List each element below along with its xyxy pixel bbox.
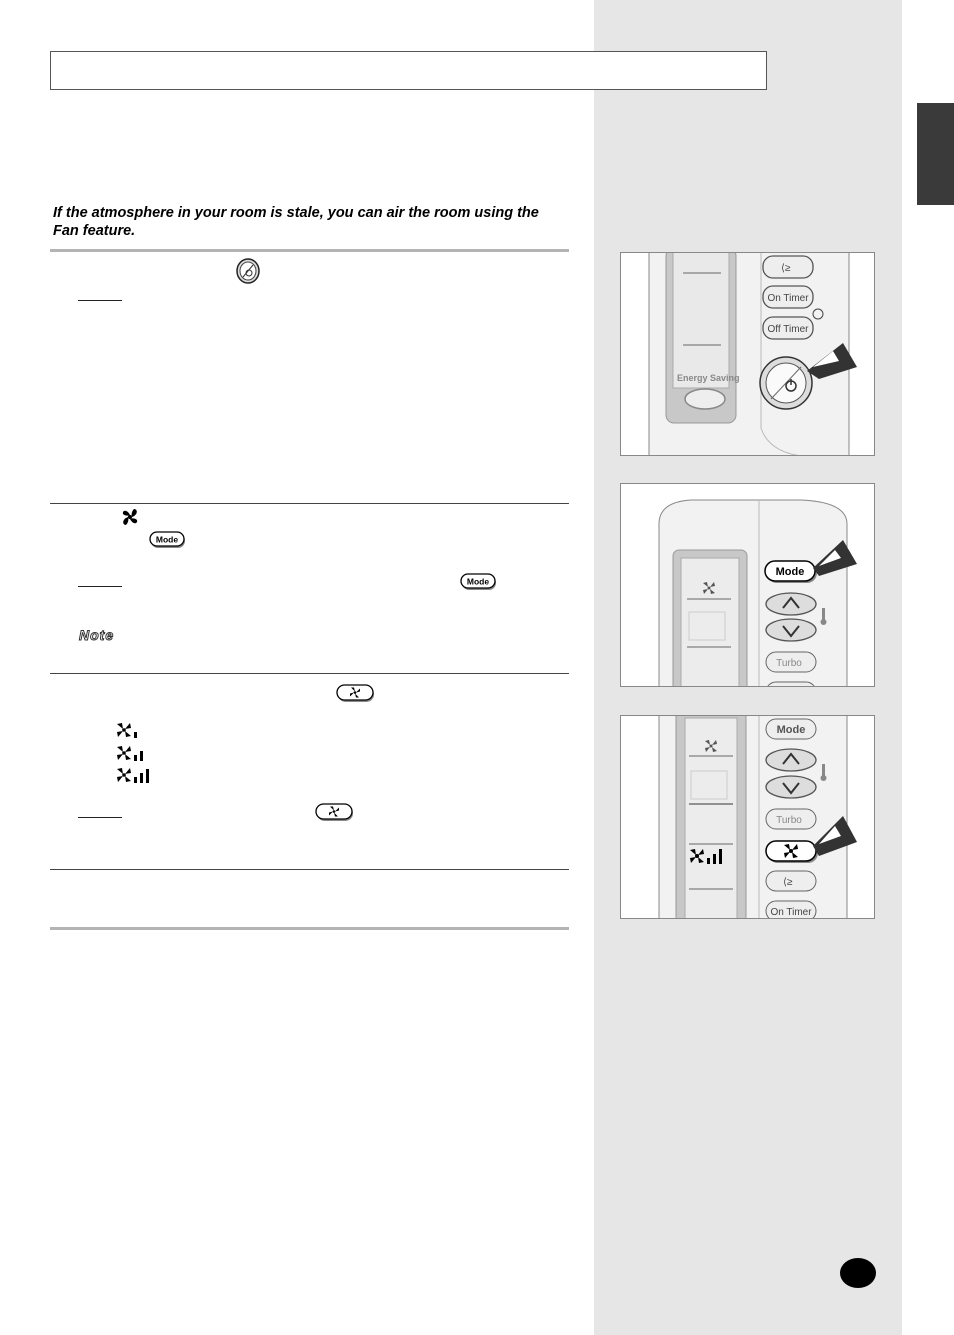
svg-text:On Timer: On Timer <box>767 293 809 304</box>
svg-text:On Timer: On Timer <box>770 907 812 918</box>
result-underline <box>78 300 122 301</box>
result-underline <box>78 817 122 818</box>
fan-speed-button-icon <box>315 803 355 823</box>
section-divider <box>50 869 569 870</box>
svg-text:Off Timer: Off Timer <box>767 324 809 335</box>
section-divider <box>50 503 569 504</box>
note-label: Note <box>79 627 115 643</box>
mode-button-icon <box>460 573 498 592</box>
svg-text:Turbo: Turbo <box>776 658 802 669</box>
section-divider <box>50 927 569 930</box>
remote-illustration-fan-speed <box>620 715 875 919</box>
svg-text:Mode: Mode <box>155 534 179 545</box>
svg-text:⟨≥: ⟨≥ <box>783 877 793 888</box>
set-cancel-button-icon <box>236 258 260 284</box>
page-number-badge <box>840 1258 876 1288</box>
svg-text:Mode: Mode <box>776 724 806 736</box>
svg-text:Mode: Mode <box>466 576 490 587</box>
mode-button-icon <box>149 531 187 550</box>
fan-speed-button-icon <box>336 684 376 704</box>
svg-text:Turbo: Turbo <box>776 815 802 826</box>
svg-text:⟨≥: ⟨≥ <box>781 263 791 274</box>
remote-illustration-set-cancel <box>620 252 875 456</box>
remote-illustration-mode <box>620 483 875 687</box>
fan-medium-icon <box>116 745 148 763</box>
svg-text:Mode: Mode <box>775 566 805 578</box>
fan-high-icon <box>116 767 154 785</box>
svg-text:Energy Saving: Energy Saving <box>677 373 740 383</box>
result-underline <box>78 586 122 587</box>
section-divider <box>50 673 569 674</box>
section-divider <box>50 249 569 252</box>
section-tab <box>917 103 954 205</box>
intro-text: If the atmosphere in your room is stale, you can air the room using the Fan feature. <box>53 205 539 239</box>
fan-low-icon <box>116 722 142 740</box>
page-title-box <box>50 51 767 90</box>
fan-icon <box>119 507 141 527</box>
